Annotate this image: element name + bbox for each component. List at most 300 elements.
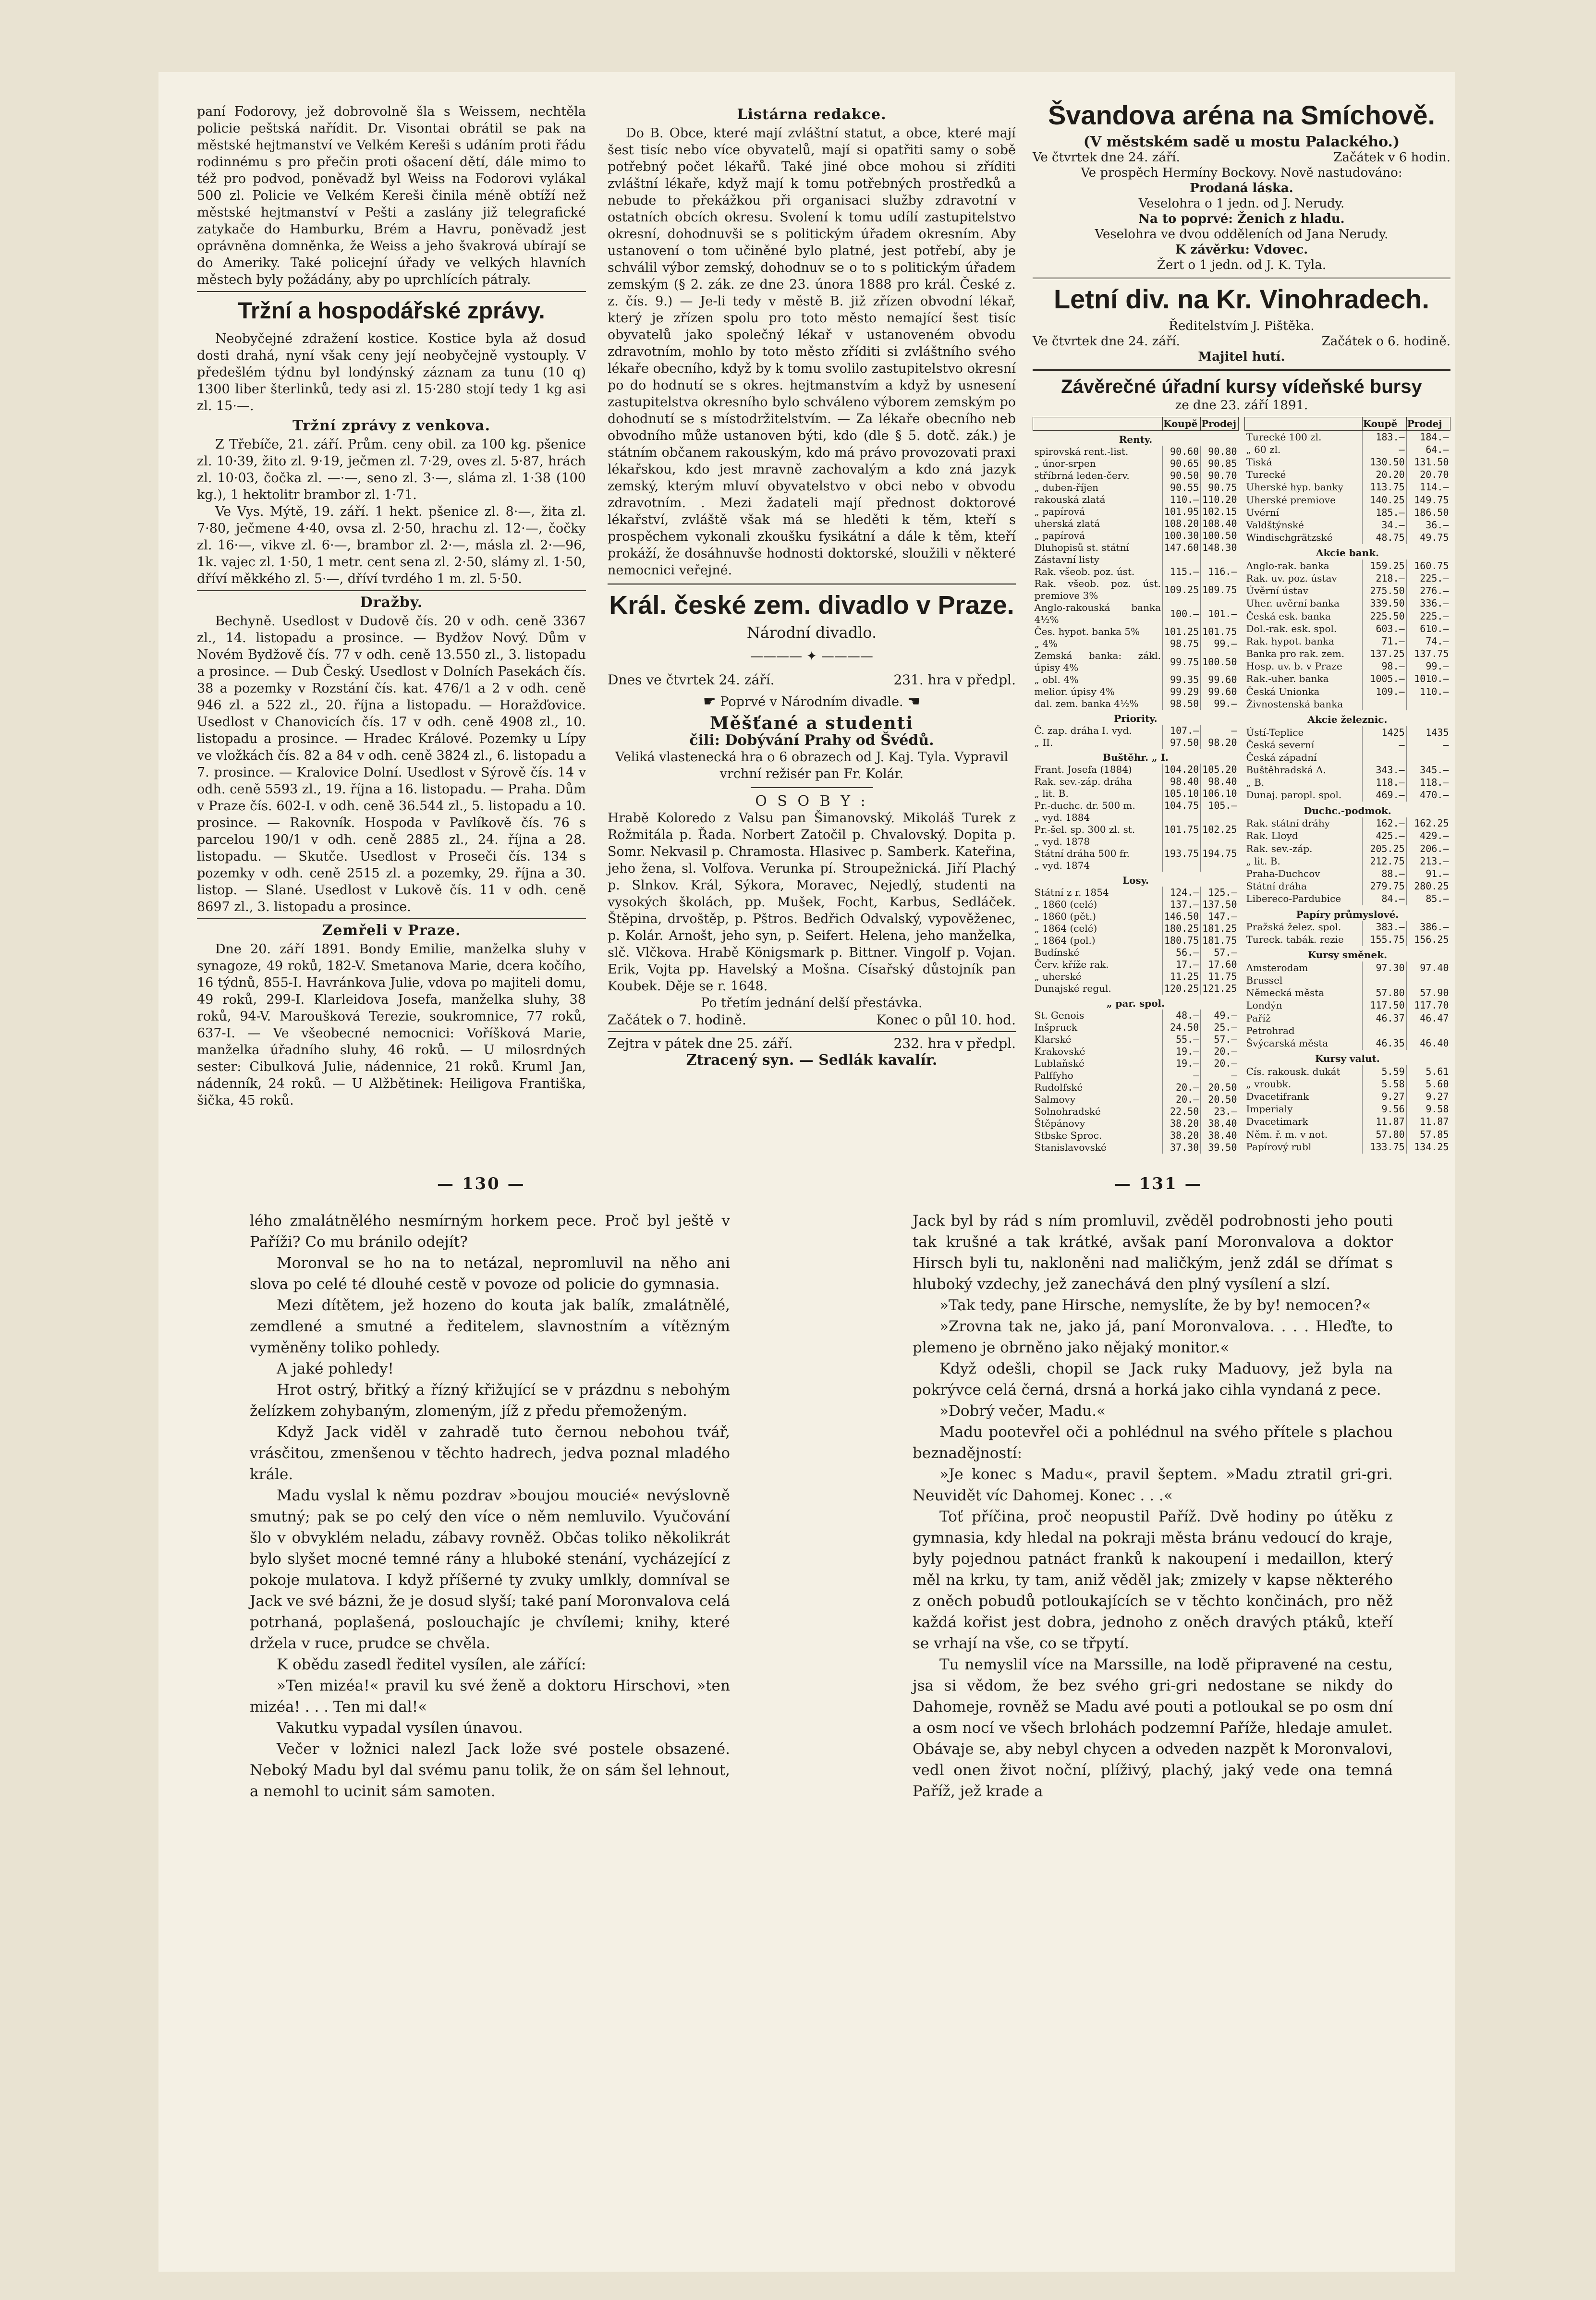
theatre-heading: Král. české zem. divadlo v Praze. xyxy=(609,591,1014,620)
page-number-left: — 130 — xyxy=(437,1174,525,1193)
table-row xyxy=(1033,848,1239,860)
body-paragraph: Když odešli, chopil se Jack ruky Maduovy, jež byla na pokrývce celá černá, drsná a horká jako cihla vyndaná z pece. xyxy=(913,1360,1393,1399)
table-cell-koupe xyxy=(1362,698,1406,710)
table-cell-koupe: 180.25 xyxy=(1163,923,1201,935)
table-cell-koupe: 159.25 xyxy=(1362,560,1406,572)
table-cell-koupe xyxy=(1362,751,1406,764)
table-row xyxy=(1033,506,1239,518)
bursa-table-left xyxy=(1033,417,1239,1154)
table-cell-koupe: 425.— xyxy=(1362,830,1406,842)
table-row xyxy=(1033,1118,1239,1130)
table-cell-prodej: 90.75 xyxy=(1201,482,1239,494)
market-paragraph: Neobyčejné zdražení kostice. Kostice byla až dosud dosti drahá, nyní však ceny její neobyčejně vystouply. V předešlém týdnu byl londýnský záznam za tunu (10 q) 1300 liber šterlinků, tedy asi zl. 15·280 stojí tedy 1 kg asi zl. 15·—. xyxy=(197,331,586,414)
table-cell-name: Rak.-uher. banka xyxy=(1246,673,1329,685)
table-cell-koupe: 20.— xyxy=(1163,1082,1201,1094)
table-row xyxy=(1033,542,1239,554)
table-cell-koupe: 339.50 xyxy=(1362,597,1406,610)
table-cell-koupe: 109.— xyxy=(1362,685,1406,698)
table-cell-prodej: 225.— xyxy=(1406,610,1450,622)
svandova-date-row xyxy=(1033,150,1450,165)
table-cell-name: Klarské xyxy=(1034,1034,1072,1045)
table-row xyxy=(1033,923,1239,935)
body-paragraph: »Ten mizéa!« pravil ku své ženě a doktoru Hirschovi, »ten mizéa! . . . Ten mi dal!« xyxy=(250,1677,730,1716)
table-cell-prodej: 148.30 xyxy=(1201,542,1239,554)
table-cell-prodej xyxy=(1406,974,1450,986)
table-section-label: Akcie bank. xyxy=(1316,547,1379,559)
lower-right-page xyxy=(913,1210,1393,1802)
end-time: Konec o půl 10. hod. xyxy=(876,1012,1016,1028)
body-paragraph: lého zmalátnělého nesmírným horkem pece. Proč byl ještě v Paříži? Co mu bránilo odejít? xyxy=(250,1212,730,1251)
table-row xyxy=(1033,1082,1239,1094)
table-cell-koupe: 84.— xyxy=(1362,893,1406,905)
table-cell-koupe: 48.— xyxy=(1163,1010,1201,1022)
table-row xyxy=(1033,800,1239,812)
table-cell-prodej: 99.60 xyxy=(1201,674,1239,686)
table-cell-prodej: 386.— xyxy=(1406,921,1450,933)
table-cell-prodej: 20.70 xyxy=(1406,469,1450,481)
table-cell-koupe: 46.35 xyxy=(1362,1037,1406,1049)
table-cell-prodej: 98.40 xyxy=(1201,776,1239,788)
body-paragraph: Toť příčina, proč neopustil Paříž. Dvě hodiny po útěku z gymnasia, kdy hledal na pokraji města bránu vedoucí do kraje, byly pojednou patnáct franků k nakoupení i medaillon, který měl na krku, ty tam, aniž věděl jak; zmizely v kapse některého z oněch pobudů potloukajících se v těchto končinách, pro něž každá kořist jest dobra, jednoho z oněch dravých ptáků, kteří se vrhají na vše, co se třpytí. xyxy=(913,1508,1393,1652)
table-row xyxy=(1033,824,1239,836)
venkov-heading: Tržní zprávy z venkova. xyxy=(292,417,491,434)
table-cell-prodej: 23.— xyxy=(1201,1106,1239,1118)
table-row xyxy=(1245,867,1450,880)
table-row xyxy=(1033,650,1239,674)
table-cell-prodej xyxy=(1406,698,1450,710)
table-cell-name: Stanislavovské xyxy=(1034,1142,1107,1153)
table-row xyxy=(1033,1010,1239,1022)
table-cell-name: Státní dráha 500 fr. xyxy=(1034,848,1130,859)
table-cell-name: Londýn xyxy=(1246,999,1282,1011)
table-cell-prodej: 90.85 xyxy=(1201,458,1239,470)
table-cell-name: Krakovské xyxy=(1034,1046,1085,1057)
table-cell-koupe: 9.27 xyxy=(1362,1090,1406,1103)
table-cell-prodej: 280.25 xyxy=(1406,880,1450,892)
table-cell-prodej: 194.75 xyxy=(1201,848,1239,860)
divider xyxy=(197,291,586,292)
market-heading: Tržní a hospodářské zprávy. xyxy=(238,298,545,324)
table-cell-koupe: 113.75 xyxy=(1362,481,1406,494)
next-date: Zejtra v pátek dne 25. září. xyxy=(608,1035,793,1051)
table-cell-prodej: 117.70 xyxy=(1406,999,1450,1012)
table-cell-koupe: 11.25 xyxy=(1163,971,1201,983)
body-paragraph: »Zrovna tak ne, jako já, paní Moronvalova. . . . Hleďte, to plemeno je obrněno jako nějaký monitor.« xyxy=(913,1318,1393,1356)
table-cell-prodej: 5.60 xyxy=(1406,1078,1450,1090)
letni-director: Ředitelstvím J. Pištěka. xyxy=(1169,319,1315,333)
table-cell-koupe: 24.50 xyxy=(1163,1022,1201,1034)
table-cell-prodej: 99.— xyxy=(1201,698,1239,710)
table-cell-name: „ 60 zl. xyxy=(1246,443,1281,455)
table-header-koupe: Koupě xyxy=(1362,417,1406,431)
table-row xyxy=(1033,578,1239,602)
table-cell-prodej: 64.— xyxy=(1406,443,1450,456)
intro-paragraph: paní Fodorovy, jež dobrovolně šla s Weissem, nechtěla policie peštská nařídit. Dr. Visontai obrátil se pak na městské hejtmanství ve Velkém Kereši s udáním proti řádu rodinnému s pro přečin proti ošacení dětí, dále mimo to též pro podvod, poněvadž byl Weiss na Fodorovi vylákal 500 zl. Policie ve Velkém Kereši činila méně obtíží než městské hejtmanství v Pešti a zaslány již telegrafické zatykače do Hamburku, Brém a Havru, poněvadž jest oprávněna domněnka, že Weiss a jeho švakrová ubírají se do Ameriky. Také policejní úřady ve velkých hlavních městech byly požádány, aby po uprchlících pátraly. xyxy=(197,104,586,287)
table-cell-koupe xyxy=(1163,554,1201,566)
table-cell-prodej: 99.— xyxy=(1406,660,1450,673)
body-paragraph: Madu vyslal k němu pozdrav »boujou moucié« nevýslovně smutný; pak se po celý den více o něm nemluvilo. Vyučování šlo v obvyklém neladu, zábavy rovněž. Občas toliko několikrát bylo slyšet mocné temné rány a hluboké stenání, vycházející z pokoje mulatova. I když příšerné ty zvuky umlkly, domníval se Jack ve své bázni, že je dosud slyší; také paní Moronvalova celá potrhaná, poplašená, poslouchajíc je chvílemi; knihy, které držela v ruce, prudce se chvěla. xyxy=(250,1487,730,1652)
body-paragraph: »Tak tedy, pane Hirsche, nemyslíte, že by by! nemocen?« xyxy=(939,1297,1371,1314)
table-row xyxy=(1245,1037,1450,1049)
table-cell-name: Papírový rubl xyxy=(1246,1141,1312,1153)
body-paragraph: »Dobrý večer, Madu.« xyxy=(939,1402,1106,1420)
table-row xyxy=(1245,789,1450,802)
table-row xyxy=(1245,751,1450,764)
table-cell-prodej: 9.58 xyxy=(1406,1103,1450,1116)
table-cell-koupe: 55.— xyxy=(1163,1034,1201,1046)
table-cell-koupe: 20.20 xyxy=(1362,469,1406,481)
table-cell-prodej: 345.— xyxy=(1406,764,1450,777)
ornament-rule: ———— ✦ ———— xyxy=(750,649,873,664)
zemreli-paragraph: Dne 20. září 1891. Bondy Emilie, manželka sluhy v synagoze, 49 roků, 182-V. Smetanova Marie, dcera kočího, 16 týdnů, 855-I. Havránkova Julie, vdova po majiteli domu, 49 roků, 299-I. Klarleidova Josefa, manželka sluhy, 38 roků, 94-V. Maroušková Terezie, soukromnice, 77 roků, 637-I. — Ve všeobecné nemocnici: Voříšková Marie, manželka úřadního sluhy, 46 roků. — U milosrdných sester: Cibulková Julie, nádennice, 21 roků. Kruml Jan, nádenník, 24 roků. — U Alžbětinek: Heiligova Františka, šička, 45 roků. xyxy=(197,942,586,1108)
table-cell-name: „ uherské xyxy=(1034,971,1082,982)
table-cell-prodej: 46.47 xyxy=(1406,1012,1450,1024)
table-header-prodej: Prodej xyxy=(1406,417,1450,431)
bursa-date: ze dne 23. září 1891. xyxy=(1175,398,1308,413)
table-cell-name: Pr.-šel. sp. 300 zl. st. xyxy=(1034,824,1135,835)
table-cell-koupe: 279.75 xyxy=(1362,880,1406,892)
table-row xyxy=(1033,812,1239,824)
table-cell-name: Salmovy xyxy=(1034,1094,1076,1105)
table-row xyxy=(1033,737,1239,749)
table-cell-prodej: 470.— xyxy=(1406,789,1450,802)
pause-note: Po třetím jednání delší přestávka. xyxy=(701,996,923,1010)
table-row xyxy=(1245,999,1450,1012)
table-row xyxy=(1245,431,1450,444)
table-cell-name: „ vyd. 1884 xyxy=(1034,812,1090,823)
table-cell-prodej: 162.25 xyxy=(1406,817,1450,830)
table-row xyxy=(1245,494,1450,506)
table-row xyxy=(1245,961,1450,974)
table-row xyxy=(1245,481,1450,494)
table-cell-koupe: 218.— xyxy=(1362,572,1406,584)
table-cell-koupe xyxy=(1163,860,1201,872)
table-row xyxy=(1033,494,1239,506)
table-cell-koupe: 98.— xyxy=(1362,660,1406,673)
table-section-label: Renty. xyxy=(1119,434,1153,445)
table-cell-koupe: 17.— xyxy=(1163,959,1201,971)
table-cell-prodej: 49.75 xyxy=(1406,532,1450,544)
table-row xyxy=(1245,830,1450,842)
table-cell-name: Praha-Duchcov xyxy=(1246,867,1320,879)
table-cell-name: „ lit. B. xyxy=(1034,788,1069,799)
table-cell-name: Rak. sev.-záp. dráha xyxy=(1034,776,1132,787)
table-row xyxy=(1033,554,1239,566)
table-cell-name: Česká západní xyxy=(1246,751,1317,763)
table-row xyxy=(1245,1116,1450,1128)
svandova-benefit: Ve prospěch Hermíny Bockovy. Nově nastudováno: xyxy=(1081,166,1402,180)
table-cell-koupe: 57.80 xyxy=(1362,1128,1406,1141)
next-plays: Ztracený syn. — Sedlák kavalír. xyxy=(686,1052,938,1069)
table-row xyxy=(1033,1034,1239,1046)
table-cell-name: Frant. Josefa (1884) xyxy=(1034,764,1132,775)
table-row xyxy=(1033,764,1239,776)
table-cell-name: Uherské hyp. banky xyxy=(1246,481,1343,493)
table-cell-name: Inšpruck xyxy=(1034,1022,1078,1033)
table-cell-prodej: 5.61 xyxy=(1406,1065,1450,1078)
table-row xyxy=(1245,946,1450,961)
table-cell-name: „ lit. B. xyxy=(1246,855,1280,867)
letni-heading: Letní div. na Kr. Vinohradech. xyxy=(1053,284,1430,314)
table-cell-koupe: 38.20 xyxy=(1163,1118,1201,1130)
start-time: Začátek o 7. hodině. xyxy=(608,1012,746,1028)
table-cell-prodej: 105.20 xyxy=(1201,764,1239,776)
table-cell-koupe: 90.50 xyxy=(1163,470,1201,482)
table-cell-prodej: 206.— xyxy=(1406,842,1450,855)
table-row xyxy=(1245,710,1450,726)
table-cell-koupe: 71.— xyxy=(1362,635,1406,647)
table-header-name xyxy=(1033,417,1163,431)
premiere-line xyxy=(608,693,1016,710)
table-cell-koupe: 97.30 xyxy=(1362,961,1406,974)
table-cell-prodej: 99.— xyxy=(1201,638,1239,650)
table-cell-koupe: 1425 xyxy=(1362,726,1406,739)
table-cell-koupe: 109.25 xyxy=(1163,578,1201,602)
table-header-name xyxy=(1245,417,1363,431)
table-cell-name: Dluhopisů st. státní xyxy=(1034,542,1129,553)
table-row xyxy=(1033,626,1239,638)
table-cell-prodej: 131.50 xyxy=(1406,456,1450,468)
table-row xyxy=(1033,860,1239,872)
table-cell-koupe: 88.— xyxy=(1362,867,1406,880)
table-row xyxy=(1033,638,1239,650)
table-cell-prodej: 85.— xyxy=(1406,893,1450,905)
table-cell-name: Rak. státní dráhy xyxy=(1246,817,1330,829)
table-row xyxy=(1245,817,1450,830)
table-cell-koupe: 117.50 xyxy=(1362,999,1406,1012)
table-cell-koupe: 105.10 xyxy=(1163,788,1201,800)
svandova-end: K závěrku: Vdovec. xyxy=(1175,243,1308,257)
table-cell-koupe: 137.25 xyxy=(1362,648,1406,660)
table-cell-koupe: 104.20 xyxy=(1163,764,1201,776)
table-cell-prodej: 25.— xyxy=(1201,1022,1239,1034)
table-cell-name: Solnohradské xyxy=(1034,1106,1101,1117)
table-cell-prodej: 156.25 xyxy=(1406,934,1450,946)
table-cell-koupe: 162.— xyxy=(1362,817,1406,830)
table-cell-name: Budínské xyxy=(1034,947,1080,958)
table-section-label: Buštěhr. „ I. xyxy=(1103,752,1169,763)
table-cell-koupe: 90.60 xyxy=(1163,446,1201,458)
table-cell-koupe: 1005.— xyxy=(1362,673,1406,685)
table-cell-prodej: 186.50 xyxy=(1406,506,1450,519)
table-cell-koupe: — xyxy=(1362,443,1406,456)
table-cell-name: Pr.-duchc. dr. 500 m. xyxy=(1034,800,1135,811)
table-cell-name: Windischgrätzské xyxy=(1246,532,1333,544)
table-cell-name: Tureck. tabák. rezie xyxy=(1246,934,1344,946)
table-cell-name: Zemská banka: zákl. úpisy 4% xyxy=(1034,650,1161,673)
body-paragraph: Když Jack viděl v zahradě tuto černou nebohou tvář, vrásčitou, zmenšenou v těchto hadrech, jedva poznal mladého krále. xyxy=(250,1424,730,1483)
table-cell-koupe: 133.75 xyxy=(1362,1141,1406,1154)
table-cell-prodej: 36.— xyxy=(1406,519,1450,531)
table-cell-name: Česká severní xyxy=(1246,739,1315,751)
table-cell-name: Švýcarská města xyxy=(1246,1037,1328,1049)
table-cell-prodej: 91.— xyxy=(1406,867,1450,880)
table-cell-koupe: 104.75 xyxy=(1163,800,1201,812)
table-row xyxy=(1245,660,1450,673)
table-cell-prodej: 97.40 xyxy=(1406,961,1450,974)
table-cell-prodej: 147.— xyxy=(1201,911,1239,923)
table-cell-koupe: 124.— xyxy=(1163,887,1201,899)
table-row xyxy=(1033,983,1239,995)
bursa-right-body xyxy=(1245,431,1450,1154)
table-row xyxy=(1033,749,1239,764)
table-cell-name: Uvérní xyxy=(1246,506,1279,518)
table-row xyxy=(1033,566,1239,578)
table-cell-prodej: — xyxy=(1201,1070,1239,1082)
table-cell-prodej: 11.87 xyxy=(1406,1116,1450,1128)
table-row xyxy=(1245,739,1450,751)
table-row xyxy=(1245,544,1450,560)
table-row xyxy=(1033,836,1239,848)
table-cell-koupe: 118.— xyxy=(1362,777,1406,789)
table-cell-prodej xyxy=(1201,860,1239,872)
table-cell-prodej: 109.75 xyxy=(1201,578,1239,602)
body-paragraph: Vakutku vypadal vysílen únavou. xyxy=(277,1719,523,1737)
table-cell-koupe xyxy=(1163,812,1201,824)
next-performance-row xyxy=(608,1035,1016,1052)
table-cell-prodej: 181.25 xyxy=(1201,923,1239,935)
column-3 xyxy=(1033,96,1450,1154)
table-cell-koupe xyxy=(1362,974,1406,986)
table-cell-prodej: 57.85 xyxy=(1406,1128,1450,1141)
table-section-label: Kursy valut. xyxy=(1315,1053,1380,1065)
table-cell-koupe: 383.— xyxy=(1362,921,1406,933)
pointing-hand-icon: ☛ xyxy=(703,693,716,710)
table-cell-koupe: 130.50 xyxy=(1362,456,1406,468)
divider xyxy=(1033,278,1450,279)
table-row xyxy=(1245,506,1450,519)
table-cell-koupe: 225.50 xyxy=(1362,610,1406,622)
table-row xyxy=(1245,893,1450,905)
table-row xyxy=(1245,1090,1450,1103)
table-cell-prodej: 336.— xyxy=(1406,597,1450,610)
table-cell-koupe xyxy=(1362,1024,1406,1037)
table-cell-name: Rudolfské xyxy=(1034,1082,1083,1093)
table-cell-prodej xyxy=(1406,751,1450,764)
table-cell-koupe: 120.25 xyxy=(1163,983,1201,995)
table-cell-name: Červ. kříže rak. xyxy=(1034,959,1109,970)
bursa-table-right xyxy=(1244,417,1450,1154)
cast-paragraph: Hrabě Koloredo z Valsu pan Šimanovský. Mikoláš Turek z Rožmitála p. Řada. Norbert Zatočil p. Chvalovský. Dopita p. Somr. Nekvasil p. Chramosta. Hlasivec p. Samberk. Kateřina, jeho žena, sl. Volfova. Verunka pí. Stroupežnická. Jiří Plachý p. Slnkov. Král, Sýkora, Moravec, Nejedlý, studenti na vysokých školách, pp. Mušek, Focht, Karbus, Sedláček. Štěpina, drvoštěp, p. Pštros. Bedřich Odvalský, vypověženec, p. Kolár. Arnošt, jeho syn, p. Seifert. Helena, jeho manželka, slč. Vlčkova. Hrabě Königsmark p. Bittner. Vingolf p. Vojan. Erik, Vojta pp. Havelský a Mošna. Císařský důstojník pan Koubek. Děje se r. 1648. xyxy=(608,811,1016,994)
table-row xyxy=(1245,597,1450,610)
table-row xyxy=(1245,610,1450,622)
table-cell-name: Něm. ř. m. v not. xyxy=(1246,1128,1328,1140)
table-cell-koupe: 37.30 xyxy=(1163,1142,1201,1154)
table-row xyxy=(1033,959,1239,971)
table-cell-koupe: 469.— xyxy=(1362,789,1406,802)
table-cell-name: „ duben-říjen xyxy=(1034,482,1099,493)
bursa-heading: Závěrečné úřadní kursy vídeňské bursy xyxy=(1061,376,1422,397)
table-row xyxy=(1245,532,1450,544)
table-cell-prodej xyxy=(1201,836,1239,848)
table-cell-name: Lublaňské xyxy=(1034,1058,1084,1069)
table-cell-koupe: 99.29 xyxy=(1163,686,1201,698)
table-row xyxy=(1245,1012,1450,1024)
table-cell-name: Valdštýnské xyxy=(1246,519,1304,531)
table-row xyxy=(1033,725,1239,737)
table-cell-prodej: 20.— xyxy=(1201,1046,1239,1058)
table-cell-koupe: 205.25 xyxy=(1362,842,1406,855)
table-cell-prodej: 181.75 xyxy=(1201,935,1239,947)
divider xyxy=(197,590,586,591)
table-cell-name: Čes. hypot. banka 5% xyxy=(1034,626,1140,637)
svandova-play-1-desc: Veselohra o 1 jedn. od J. Nerudy. xyxy=(1138,196,1345,211)
table-row xyxy=(1033,776,1239,788)
table-row xyxy=(1245,1078,1450,1090)
table-cell-name: Amsterodam xyxy=(1246,961,1308,974)
times-row xyxy=(608,1011,1016,1028)
table-cell-name: Státní dráha xyxy=(1246,880,1307,892)
table-cell-koupe: 38.20 xyxy=(1163,1130,1201,1142)
table-cell-prodej: — xyxy=(1406,739,1450,751)
table-cell-name: Rak. všeob. poz. úst. xyxy=(1034,566,1135,577)
table-cell-prodej: 38.40 xyxy=(1201,1118,1239,1130)
svandova-subtitle: (V městském sadě u mostu Palackého.) xyxy=(1083,134,1400,150)
table-cell-prodej: — xyxy=(1201,725,1239,737)
svandova-end-desc: Žert o 1 jedn. od J. K. Tyla. xyxy=(1157,258,1327,272)
table-cell-name: Rak. Lloyd xyxy=(1246,830,1298,842)
table-cell-name: Dol.-rak. esk. spol. xyxy=(1246,622,1337,634)
table-cell-koupe: 155.75 xyxy=(1362,934,1406,946)
table-cell-name: Česká Unionka xyxy=(1246,685,1320,697)
table-cell-koupe: 115.— xyxy=(1163,566,1201,578)
venkov-paragraph-1: Z Třebíče, 21. září. Prům. ceny obil. za 100 kg. pšenice zl. 10·39, žito zl. 9·19, ječmen zl. 7·29, oves zl. 5·87, hrách zl. 10·03, čočka zl. —·—, seno zl. 3·—, sláma zl. 1·38 (100 kg.), 1 hektolitr brambor zl. 1·71. xyxy=(197,437,586,502)
table-cell-name: Hosp. uv. b. v Praze xyxy=(1246,660,1342,672)
table-cell-name: „ 4% xyxy=(1034,638,1058,649)
table-row xyxy=(1245,921,1450,933)
table-cell-name: Banka pro rak. zem. xyxy=(1246,648,1345,660)
table-cell-koupe: 101.75 xyxy=(1163,824,1201,836)
table-row xyxy=(1245,560,1450,572)
table-cell-name: Imperialy xyxy=(1246,1103,1293,1115)
table-section-label: Akcie železnic. xyxy=(1307,714,1388,726)
table-cell-name: dal. zem. banka 4½% xyxy=(1034,698,1139,709)
table-cell-name: Anglo-rakouská banka 4½% xyxy=(1034,602,1161,625)
table-cell-name: „ papírová xyxy=(1034,530,1085,541)
table-cell-koupe: 56.— xyxy=(1163,947,1201,959)
table-cell-name: Tiská xyxy=(1246,456,1272,468)
table-row xyxy=(1245,698,1450,710)
table-cell-prodej: 100.50 xyxy=(1201,650,1239,674)
table-row xyxy=(1033,446,1239,458)
listarna-paragraph: Do B. Obce, které mají zvláštní statut, a obce, které mají šest tisíc nebo více obyvatelů, mají si opatřiti samy o sobě potřebný počet lékařů. Také jiné obce mohou si zříditi zvláštní lékaře, když mají k tomu potřebných prostředků a nebude to překážkou při organisaci služby zdravotní v ostatních obcích okresu. Svolení k tomu udílí zastupitelstvo okresní, dohodnuvši se s politickým úřadem okresním. Aby ustanovení o tom učiněné bylo platné, jest potřebí, aby je schválil výbor zemský, dohodnuv se o to s politickým úřadem zemským (§ 2. zák. ze dne 23. února 1888 pro král. České z. z. čís. 9.) — Je-li tedy v městě B. již zřízen obvodní lékař, který je zřízen spolu pro toto město nemající šest tisíc obyvatelů jako společný lékař v ustanoveném obvodu zdravotním, mohlo by toto město zříditi si zvláštního svého lékaře obecního, když by k tomu svolilo zastupitelstvo okresní po do hodnutí se s okres. hejtmanstvím a když by usnesení zastupitelstva okresního bylo schváleno výborem zemským po dohodnutí se s místodržitelstvím. — Za lékaře obecního neb obvodního může ustanoven býti, kdo (dle § 5. dotč. zák.) je státním občanem rakouským, kdo má právo provozovati praxi lékařskou, kdo jest mravně zachovalým a kdo zná jazyk zemský, kterým mluví obyvatelstvo v obci nebo v obvodu zdravotním. . Mezi žadateli mají přednost doktorové lékařství, zvláště však má se hleděti k těm, kteří s prospěchem vykonali zkoušku fysikátní a dále k těm, kteří prokáží, že dosáhnuvše hodnosti doktorské, sloužili v některé nemocnici veřejné. xyxy=(608,126,1016,578)
table-cell-name: Turecké 100 zl. xyxy=(1246,431,1322,443)
table-row xyxy=(1033,887,1239,899)
table-cell-prodej: 610.— xyxy=(1406,622,1450,635)
table-cell-prodej: 17.60 xyxy=(1201,959,1239,971)
table-row xyxy=(1033,470,1239,482)
table-row xyxy=(1033,1058,1239,1070)
table-cell-prodej: 125.— xyxy=(1201,887,1239,899)
table-cell-prodej: 20.— xyxy=(1201,1058,1239,1070)
table-cell-name: uherská zlatá xyxy=(1034,518,1100,529)
table-cell-name: „ B. xyxy=(1246,777,1265,789)
table-cell-name: Petrohrad xyxy=(1246,1024,1295,1036)
table-row xyxy=(1033,1022,1239,1034)
table-section-label: Losy. xyxy=(1122,875,1149,886)
table-cell-prodej: 99.60 xyxy=(1201,686,1239,698)
table-cell-name: „ vyd. 1874 xyxy=(1034,860,1090,871)
table-row xyxy=(1033,482,1239,494)
table-row xyxy=(1245,880,1450,892)
table-cell-koupe: — xyxy=(1163,1070,1201,1082)
table-cell-name: „ II. xyxy=(1034,737,1053,748)
table-cell-name: Státní z r. 1854 xyxy=(1034,887,1109,898)
table-cell-prodej: 20.50 xyxy=(1201,1082,1239,1094)
table-cell-name: Zástavní listy xyxy=(1034,554,1099,565)
table-cell-koupe: 212.75 xyxy=(1362,855,1406,867)
table-cell-name: St. Genois xyxy=(1034,1010,1084,1021)
